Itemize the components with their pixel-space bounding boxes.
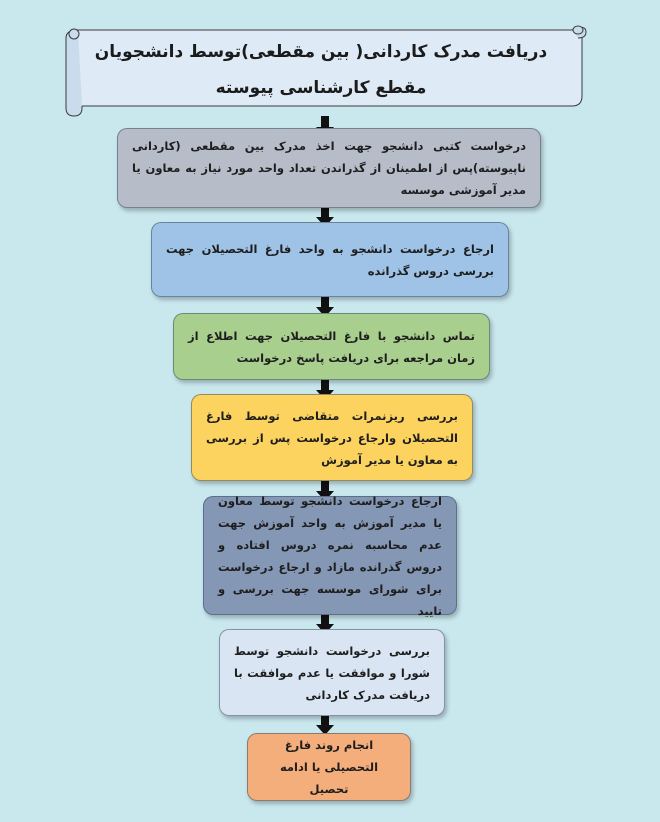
diagram-title: دریافت مدرک کاردانی( بین مقطعی)توسط دانشجویان مقطع کارشناسی پیوسته [94, 42, 548, 98]
step-text: درخواست کتبی دانشجو جهت اخذ مدرک بین مقطعی (کاردانی ناپیوسته)پس از اطمینان از گذراندن تعداد واحد مورد نیاز به معاون یا مدیر آموزشی موسسه [132, 139, 526, 197]
step-box-2 [151, 222, 509, 297]
step-box-7 [247, 733, 411, 801]
step-text: انجام روند فارغ التحصیلی یا ادامه تحصیل [279, 738, 379, 796]
step-text: بررسی ریزنمرات متقاضی توسط فارغ التحصیلان وارجاع درخواست پس از بررسی به معاون یا مدیر آموزش [206, 408, 458, 467]
step-box-5 [203, 493, 457, 618]
step-box-4 [191, 394, 473, 481]
step-text: بررسی درخواست دانشجو توسط شورا و موافقت یا عدم موافقت با دریافت مدرک کاردانی [234, 643, 430, 702]
title-banner [64, 22, 588, 118]
step-text: ارجاع درخواست دانشجو به واحد فارغ التحصیلان جهت بررسی دروس گذرانده [166, 241, 494, 278]
step-text: تماس دانشجو با فارغ التحصیلان جهت اطلاع از زمان مراجعه برای دریافت پاسخ درخواست [188, 328, 475, 365]
step-box-6 [219, 629, 445, 716]
step-box-1 [117, 128, 541, 208]
step-box-3 [173, 313, 490, 380]
step-text: ارجاع درخواست دانشجو توسط معاون یا مدیر آموزش به واحد آموزش جهت عدم محاسبه نمره دروس افتاده و دروس گذرانده مازاد و ارجاع درخواست برای شورای موسسه جهت بررسی و تایید [218, 493, 442, 618]
